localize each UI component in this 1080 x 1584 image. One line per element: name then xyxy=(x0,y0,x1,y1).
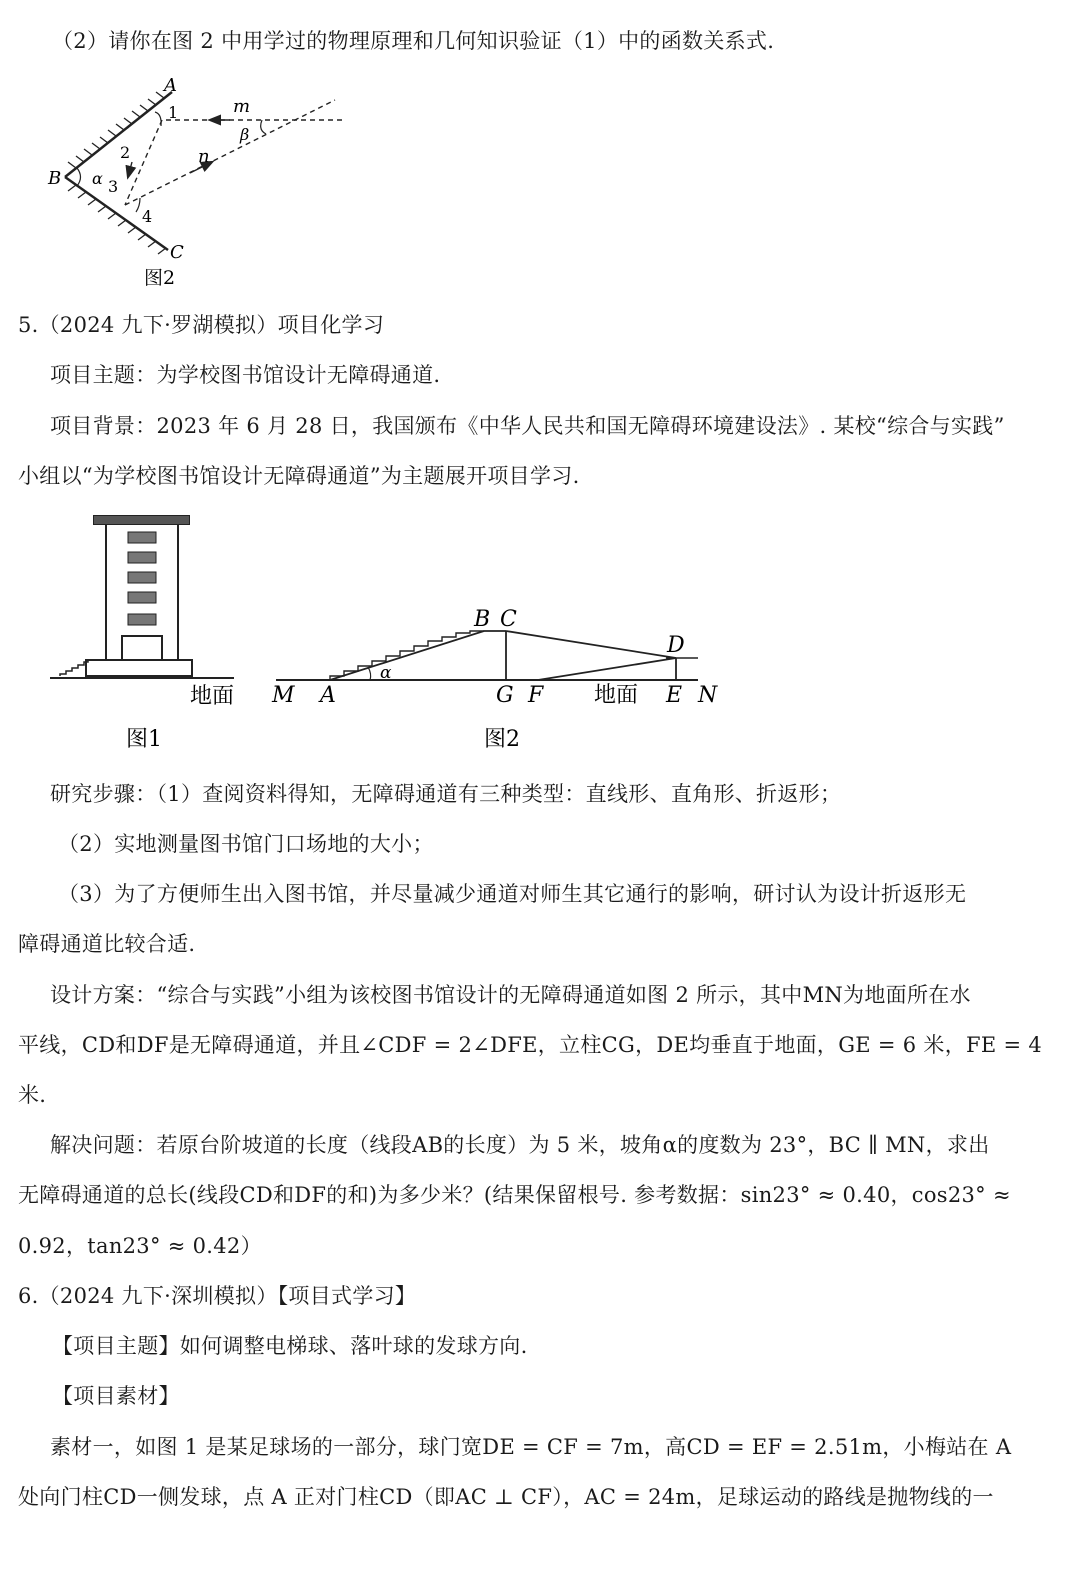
segment-ab xyxy=(330,631,484,680)
mirror-figure xyxy=(40,72,360,292)
label-m: m xyxy=(233,96,251,117)
label-E: E xyxy=(666,683,683,708)
alpha-arc xyxy=(368,667,371,680)
q5-design-3: 米. xyxy=(18,1083,47,1107)
q5-design-2: 平线，CD和DF是无障碍通道，并且∠CDF = 2∠DFE，立柱CG，DE均垂直于地面，GE = 6 米，FE = 4 xyxy=(18,1033,1043,1057)
q5-step1: 研究步骤：（1）查阅资料得知，无障碍通道有三种类型：直线形、直角形、折返形； xyxy=(50,782,842,806)
q5-step3-1: （3）为了方便师生出入图书馆，并尽量减少通道对师生其它通行的影响，研讨认为设计折返形无 xyxy=(58,882,967,906)
stairs xyxy=(60,660,88,676)
building-figure xyxy=(48,510,248,760)
label-B2: B xyxy=(474,607,491,632)
mirror-hatching xyxy=(68,92,166,254)
label-3: 3 xyxy=(108,177,119,196)
q5-design-1: 设计方案：“综合与实践”小组为该校图书馆设计的无障碍通道如图 2 所示，其中MN为地面所在水 xyxy=(50,983,971,1007)
q5-solve-2: 无障碍通道的总长(线段CD和DF的和)为多少米？(结果保留根号. 参考数据：sin23° ≈ 0.40，cos23° ≈ xyxy=(18,1183,1011,1207)
roof-fill xyxy=(94,516,189,524)
part2-prompt: （2）请你在图 2 中用学过的物理原理和几何知识验证（1）中的函数关系式. xyxy=(52,29,775,53)
q5-header: 5.（2024 九下·罗湖模拟）项目化学习 xyxy=(18,313,385,337)
segment-cd xyxy=(506,631,676,658)
angle-beta-arc xyxy=(261,120,266,134)
label-alpha: α xyxy=(92,169,103,188)
q5-solve-3: 0.92，tan23° ≈ 0.42） xyxy=(18,1234,262,1258)
label-N: N xyxy=(698,683,718,708)
q6-header: 6.（2024 九下·深圳模拟）【项目式学习】 xyxy=(18,1284,417,1308)
q5-background-2: 小组以“为学校图书馆设计无障碍通道”为主题展开项目学习. xyxy=(18,464,580,488)
label-F: F xyxy=(528,683,544,708)
windows xyxy=(128,532,156,625)
label-alpha2: α xyxy=(380,663,392,683)
ray-inner xyxy=(125,120,162,205)
label-n: n xyxy=(198,146,210,167)
q6-material-1: 素材一，如图 1 是某足球场的一部分，球门宽DE = CF = 7m，高CD = EF = 2.51m，小梅站在 A xyxy=(50,1435,1012,1459)
q6-theme: 【项目主题】如何调整电梯球、落叶球的发球方向. xyxy=(52,1334,528,1358)
label-D2: D xyxy=(667,633,685,658)
label-M: M xyxy=(272,683,295,708)
q5-background-1: 项目背景：2023 年 6 月 28 日，我国颁布《中华人民共和国无障碍环境建设法》. 某校“综合与实践” xyxy=(50,414,1005,438)
fig1-ground-label: 地面 xyxy=(190,684,235,709)
angle-alpha-arc xyxy=(77,168,81,186)
fig1-caption: 图1 xyxy=(126,727,162,752)
label-C: C xyxy=(170,242,184,263)
label-C2: C xyxy=(500,607,517,632)
label-B: B xyxy=(48,168,62,189)
label-1: 1 xyxy=(168,103,179,122)
label-G: G xyxy=(496,683,514,708)
label-A: A xyxy=(164,75,177,96)
platform xyxy=(86,660,192,676)
q5-theme: 项目主题：为学校图书馆设计无障碍通道. xyxy=(50,363,441,387)
fig2-caption: 图2 xyxy=(484,727,520,752)
q6-material-2: 处向门柱CD一侧发球，点 A 正对门柱CD（即AC ⊥ CF），AC = 24m，足球运动的路线是抛物线的一 xyxy=(18,1485,994,1509)
ray-n xyxy=(125,100,335,205)
q6-material-title: 【项目素材】 xyxy=(52,1384,180,1408)
door xyxy=(122,636,162,660)
fig2-ground-label: 地面 xyxy=(594,683,639,708)
label-beta: β xyxy=(240,125,250,144)
q5-solve-1: 解决问题：若原台阶坡道的长度（线段AB的长度）为 5 米，坡角α的度数为 23°，BC ∥ MN，求出 xyxy=(50,1133,990,1157)
label-A2: A xyxy=(320,683,336,708)
segment-df xyxy=(538,658,676,680)
q5-step2: （2）实地测量图书馆门口场地的大小； xyxy=(58,832,434,856)
label-2: 2 xyxy=(120,143,131,162)
q5-step3-2: 障碍通道比较合适. xyxy=(18,932,196,956)
angle-4-arc xyxy=(136,198,140,212)
ray-inner-arrow xyxy=(128,162,132,177)
mirror-caption: 图2 xyxy=(144,267,176,289)
ramp-figure xyxy=(262,596,732,760)
label-4: 4 xyxy=(142,207,153,226)
